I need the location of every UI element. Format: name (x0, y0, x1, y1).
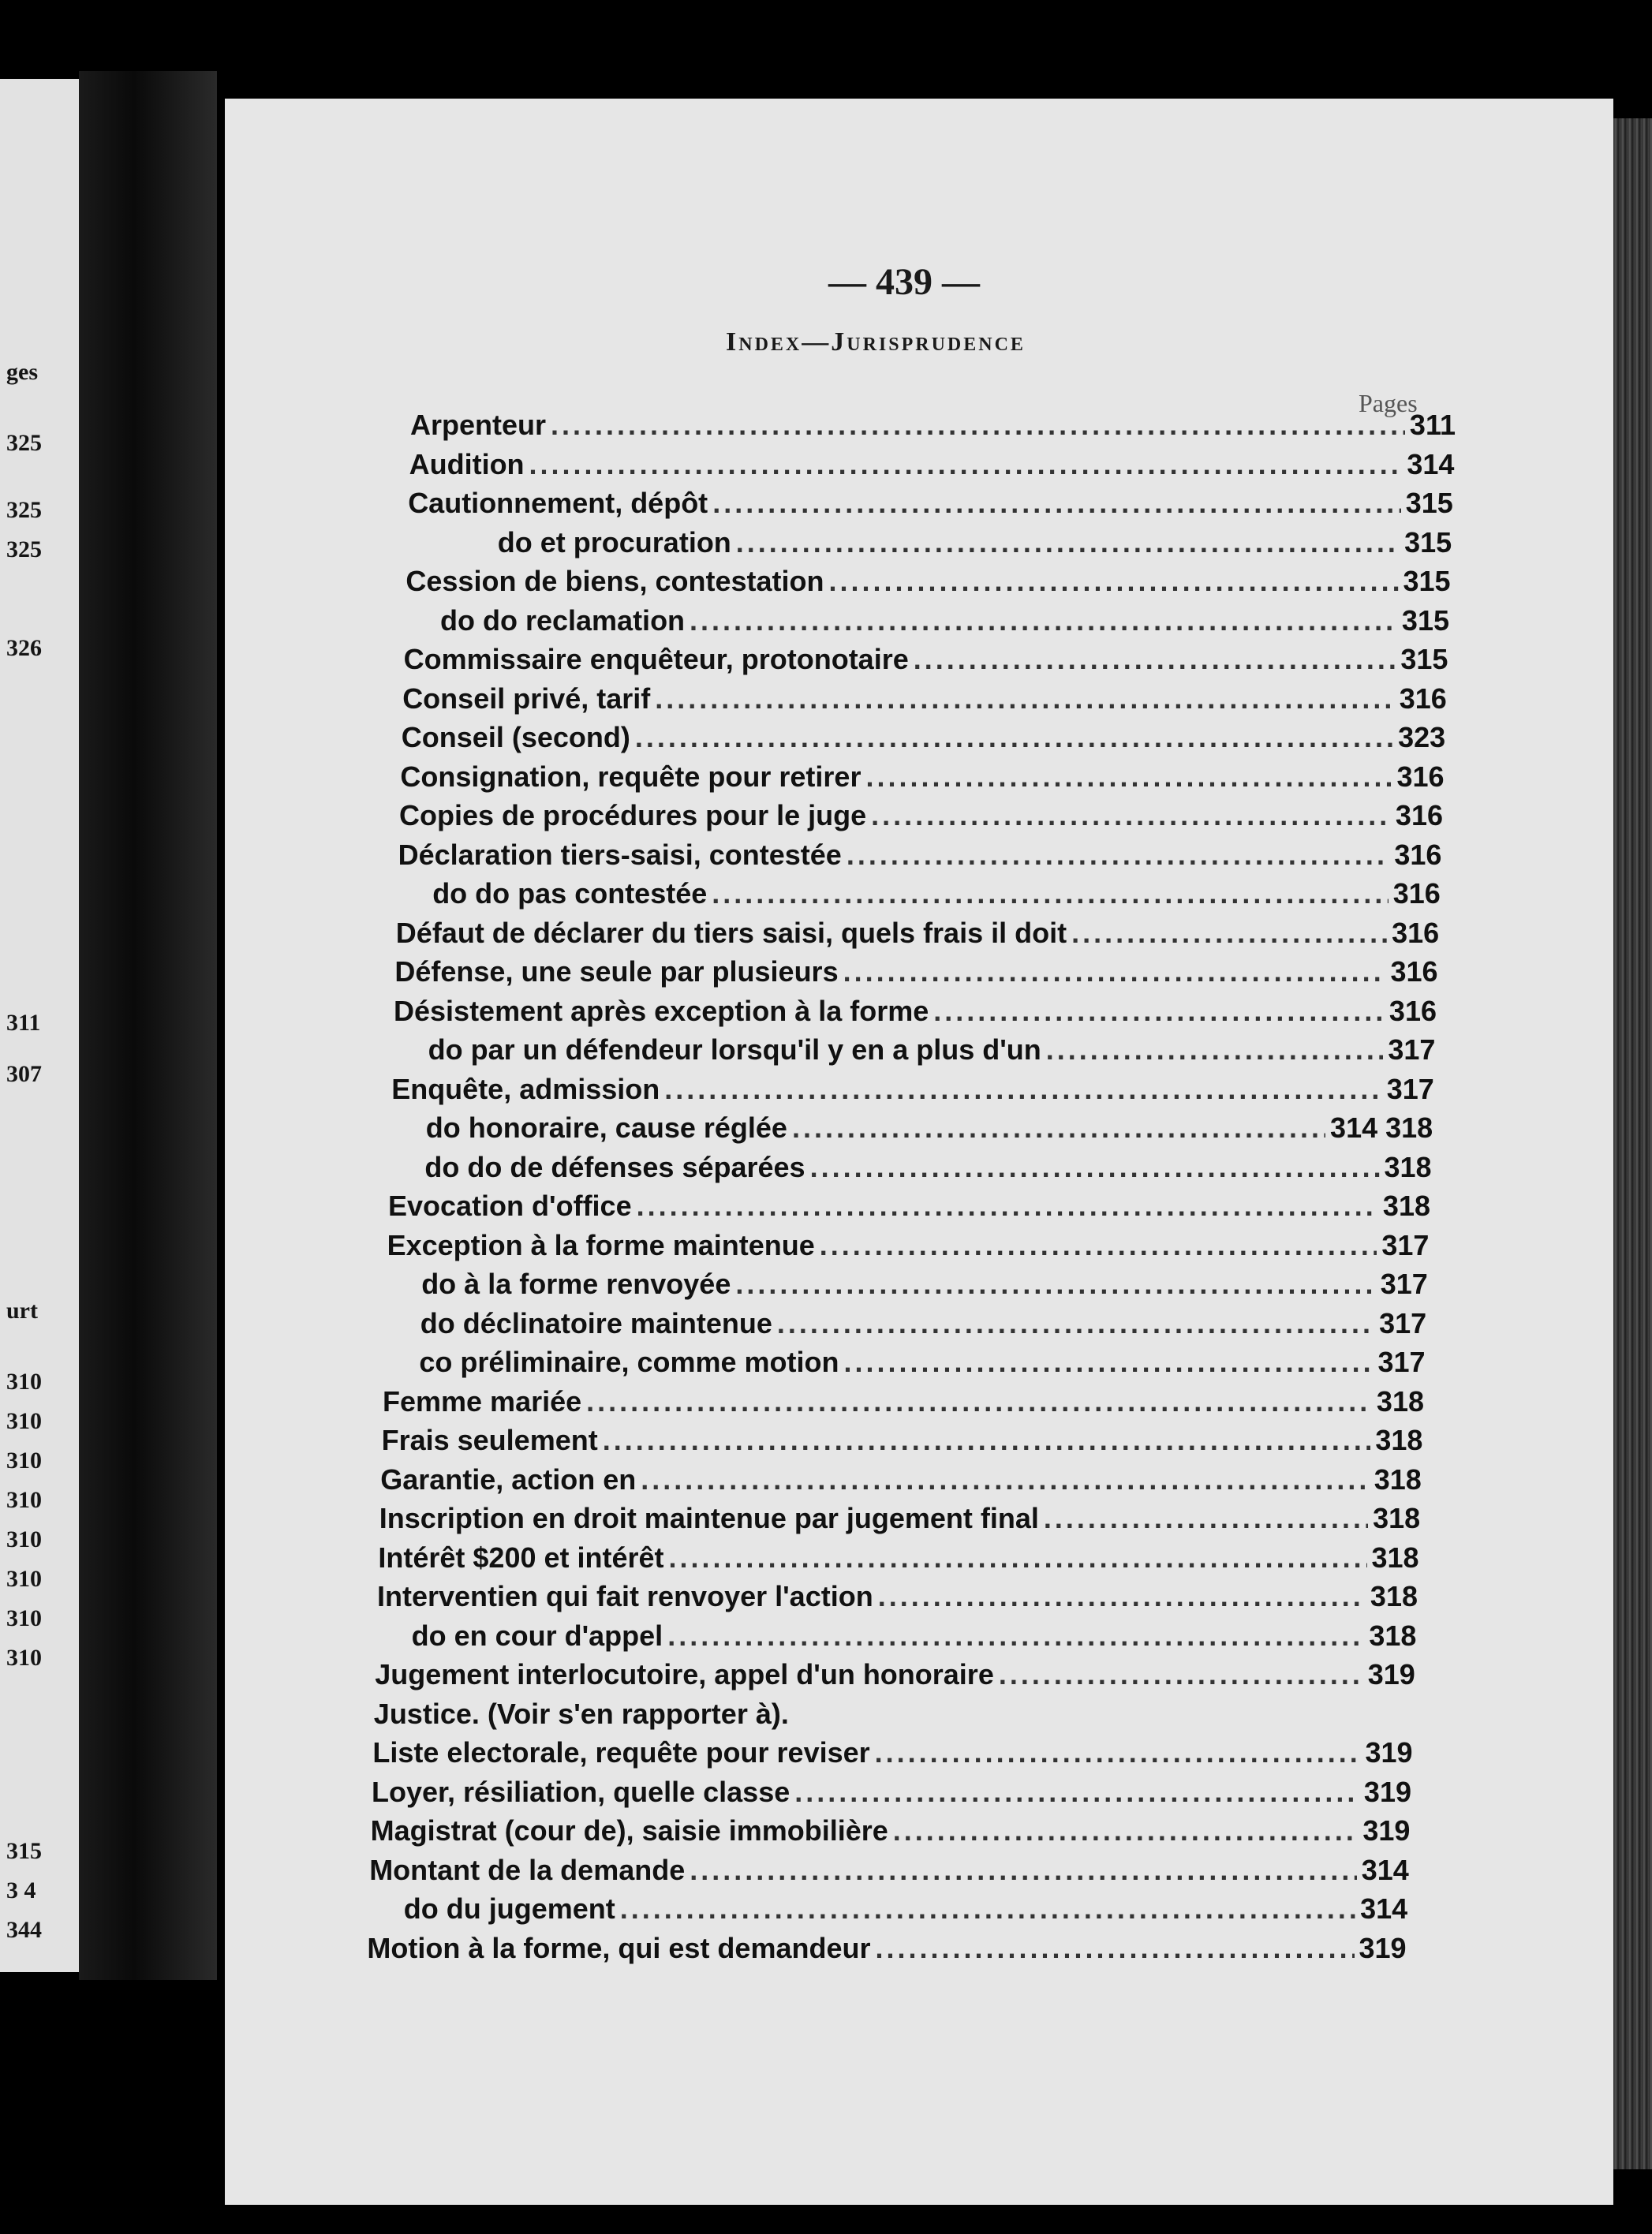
dot-leader (1046, 1033, 1384, 1067)
left-page-number: 325 (6, 536, 42, 562)
entry-page-number: 316 (1392, 877, 1441, 910)
dot-leader (712, 487, 1401, 520)
index-entry (428, 1033, 1436, 1070)
entry-page-number: 318 (1384, 1150, 1432, 1183)
index-entry (372, 1776, 1411, 1812)
dot-leader (641, 1463, 1369, 1496)
entry-page-number: 316 (1395, 799, 1443, 831)
entry-page-number: 319 (1367, 1658, 1415, 1690)
entry-page-number: 317 (1379, 1306, 1427, 1339)
entry-page-number: 319 (1365, 1736, 1413, 1769)
left-page-number: 326 (6, 635, 42, 661)
left-page-number: 307 (6, 1061, 42, 1087)
entry-page-number: 316 (1392, 916, 1440, 949)
entry-term: do à la forme renvoyée (421, 1268, 731, 1300)
entry-term: Loyer, résiliation, quelle classe (372, 1775, 790, 1808)
index-entry (394, 955, 1437, 992)
index-entry (378, 1541, 1418, 1578)
running-head: Index—Jurisprudence (726, 327, 1026, 357)
entry-term: Commissaire enquêteur, protonotaire (403, 643, 909, 675)
index-entry (399, 799, 1443, 835)
left-page-number: 310 (6, 1645, 42, 1671)
page-edge-shadow (1613, 118, 1652, 2169)
book-gutter (79, 71, 217, 1980)
entry-page-number: 314 (1407, 447, 1455, 480)
dot-leader (810, 1151, 1380, 1184)
entry-page-number: 315 (1401, 603, 1449, 637)
index-entry (426, 1111, 1433, 1148)
index-entry (383, 1385, 1424, 1421)
entry-page-number: 319 (1363, 1775, 1411, 1808)
index-entry (408, 487, 1453, 523)
entry-term: do do reclamation (440, 603, 686, 637)
entry-page-number: 314 (1360, 1892, 1408, 1925)
entry-page-number: 323 (1398, 721, 1446, 753)
index-entry (406, 565, 1450, 601)
left-page-number: 310 (6, 1448, 42, 1474)
entry-term: Interventien qui fait renvoyer l'action (377, 1580, 873, 1612)
index-entry (402, 721, 1445, 757)
index-entry (440, 604, 1449, 641)
entry-term: Arpenteur (410, 409, 547, 441)
index-entry (498, 526, 1452, 562)
entry-page-number: 316 (1389, 994, 1437, 1027)
left-page-number: 325 (6, 497, 42, 523)
entry-page-number: 314 318 (1330, 1111, 1433, 1144)
entry-term: Femme mariée (383, 1384, 582, 1418)
index-entry (391, 1073, 1434, 1109)
entry-term: Cession de biens, contestation (406, 565, 824, 597)
dot-leader (669, 1541, 1367, 1575)
entry-page-number: 318 (1374, 1463, 1422, 1496)
entry-term: Consignation, requête pour retirer (400, 760, 862, 793)
dot-leader (551, 409, 1405, 442)
dot-leader (664, 1073, 1381, 1106)
entry-term: Déclaration tiers-saisi, contestée (398, 838, 842, 871)
dot-leader (878, 1580, 1366, 1613)
left-page-number: 310 (6, 1605, 42, 1631)
entry-term: Conseil (second) (401, 721, 630, 753)
index-entry (432, 877, 1441, 913)
entry-term: Désistement après exception à la forme (394, 994, 929, 1027)
entry-page-number: 318 (1373, 1502, 1421, 1534)
entry-page-number: 316 (1399, 682, 1447, 715)
entry-page-number: 319 (1362, 1814, 1411, 1847)
entry-term: Défaut de déclarer du tiers saisi, quels frais il doit (395, 916, 1067, 949)
index-entry (421, 1268, 1428, 1304)
entry-term: Copies de procédures pour le juge (399, 799, 867, 831)
index-entry (424, 1151, 1431, 1187)
entry-page-number: 315 (1400, 643, 1448, 675)
entry-term: do et procuration (497, 525, 731, 558)
entry-page-number: 317 (1380, 1268, 1428, 1300)
entry-page-number: 318 (1382, 1190, 1430, 1222)
entry-term: do déclinatoire maintenue (420, 1306, 772, 1339)
dot-leader (777, 1307, 1374, 1340)
dot-leader (844, 1346, 1374, 1379)
left-page-number: 344 (6, 1917, 42, 1943)
dot-leader (794, 1776, 1359, 1809)
entry-term: Jugement interlocutoire, appel d'un honoraire (375, 1658, 994, 1690)
entry-page-number: 315 (1403, 565, 1451, 597)
entry-term: Inscription en droit maintenue par jugement final (379, 1502, 1039, 1534)
entry-page-number: 317 (1377, 1346, 1426, 1378)
entry-term: Liste electorale, requête pour reviser (372, 1736, 870, 1769)
dot-leader (843, 955, 1386, 988)
index-entry (409, 448, 1455, 484)
left-page-number: 310 (6, 1487, 42, 1513)
index-entry (388, 1190, 1430, 1226)
index-entry (420, 1307, 1426, 1343)
dot-leader (999, 1658, 1363, 1691)
index-entry (369, 1854, 1409, 1890)
entry-term: Montant de la demande (369, 1853, 686, 1886)
dot-leader (933, 995, 1385, 1028)
dot-leader (603, 1424, 1371, 1457)
dot-leader (620, 1892, 1355, 1926)
dot-leader (865, 760, 1392, 794)
entry-page-number: 314 (1361, 1853, 1409, 1886)
left-page-number: 315 (6, 1838, 42, 1864)
index-entry (380, 1463, 1422, 1500)
left-page-number: 310 (6, 1526, 42, 1552)
dot-leader (637, 1190, 1378, 1223)
entry-term: co préliminaire, comme motion (419, 1346, 839, 1378)
dot-leader (690, 1854, 1356, 1887)
entry-term: Garantie, action en (380, 1463, 637, 1496)
dot-leader (735, 1268, 1375, 1301)
dot-leader (914, 643, 1396, 676)
entry-page-number: 317 (1388, 1033, 1436, 1066)
index-entry (374, 1698, 1414, 1734)
left-page-number: 3 4 (6, 1877, 36, 1903)
entry-term: Frais seulement (381, 1424, 598, 1456)
dot-leader (736, 526, 1400, 559)
index-entry (419, 1346, 1425, 1382)
page-number: — 439 — (828, 261, 980, 303)
entry-page-number: 315 (1404, 525, 1452, 558)
dot-leader (529, 448, 1403, 481)
index-entry (372, 1736, 1412, 1773)
left-page-number: 310 (6, 1408, 42, 1434)
entry-term: Motion à la forme, qui est demandeur (367, 1931, 871, 1964)
entry-page-number: 317 (1381, 1228, 1430, 1261)
entry-term: do honoraire, cause réglée (425, 1111, 787, 1144)
entry-term: Audition (409, 447, 525, 480)
entry-term: do par un défendeur lorsqu'il y en a plus d'un (428, 1033, 1041, 1066)
entry-page-number: 318 (1369, 1619, 1417, 1652)
index-entry (404, 1892, 1407, 1929)
entry-page-number: 316 (1396, 760, 1445, 793)
left-page-number: 325 (6, 430, 42, 456)
dot-leader (586, 1385, 1372, 1418)
entry-term: do do de défenses séparées (424, 1150, 805, 1183)
entry-page-number: 318 (1370, 1580, 1418, 1612)
entry-term: Evocation d'office (388, 1190, 632, 1222)
entry-page-number: 318 (1375, 1424, 1423, 1456)
entry-page-number: 316 (1394, 838, 1442, 871)
index-entry (379, 1502, 1420, 1538)
dot-leader (829, 565, 1399, 598)
entry-page-number: 311 (1409, 409, 1456, 441)
dot-leader (1071, 917, 1387, 950)
entry-term: Magistrat (cour de), saisie immobilière (370, 1814, 888, 1847)
index-entry (402, 682, 1447, 719)
index-entry (387, 1229, 1430, 1265)
index-entry (410, 409, 1456, 445)
entry-term: Enquête, admission (391, 1072, 660, 1105)
pages-column-header: Pages (1359, 389, 1418, 417)
dot-leader (635, 721, 1393, 754)
dot-leader (655, 682, 1394, 715)
index-entry (412, 1619, 1417, 1656)
entry-page-number: 319 (1359, 1931, 1407, 1964)
entry-term: Cautionnement, dépôt (408, 487, 708, 519)
entry-page-number: 315 (1405, 487, 1453, 519)
entry-page-number: 316 (1390, 955, 1438, 988)
index-entry (382, 1424, 1423, 1460)
dot-leader (820, 1229, 1377, 1262)
index-entry (400, 760, 1444, 797)
entry-page-number: 317 (1386, 1072, 1434, 1105)
entry-term: Conseil privé, tarif (402, 682, 651, 715)
dot-leader (875, 1736, 1361, 1769)
left-page-number: 310 (6, 1369, 42, 1395)
left-page-number: urt (6, 1298, 38, 1324)
entry-page-number: 318 (1371, 1541, 1419, 1574)
dot-leader (875, 1932, 1354, 1965)
left-page-number: 310 (6, 1566, 42, 1592)
left-page-number: ges (6, 359, 38, 385)
index-entry (404, 643, 1448, 679)
dot-leader (847, 839, 1389, 872)
index-entry (377, 1580, 1418, 1616)
index-entry (371, 1814, 1411, 1851)
dot-leader (871, 799, 1391, 832)
entry-term: do en cour d'appel (411, 1619, 663, 1652)
entry-term: Défense, une seule par plusieurs (394, 955, 839, 988)
entry-term: do du jugement (403, 1892, 615, 1925)
entry-term: Justice. (Voir s'en rapporter à). (373, 1697, 789, 1730)
entry-term: do do pas contestée (432, 877, 708, 910)
entry-page-number: 318 (1376, 1384, 1424, 1418)
dot-leader (1044, 1502, 1368, 1535)
index-entry (396, 917, 1439, 953)
dot-leader (690, 604, 1397, 637)
index-entry (375, 1658, 1415, 1694)
entry-term: Intérêt $200 et intérêt (378, 1541, 664, 1574)
dot-leader (893, 1814, 1359, 1847)
index-entry (394, 995, 1437, 1031)
dot-leader (792, 1111, 1325, 1145)
left-page-number: 311 (6, 1010, 41, 1036)
index-entry (367, 1932, 1406, 1968)
index-entry (398, 839, 1442, 875)
dot-leader (667, 1619, 1364, 1653)
entry-term: Exception à la forme maintenue (387, 1228, 815, 1261)
dot-leader (712, 877, 1388, 910)
